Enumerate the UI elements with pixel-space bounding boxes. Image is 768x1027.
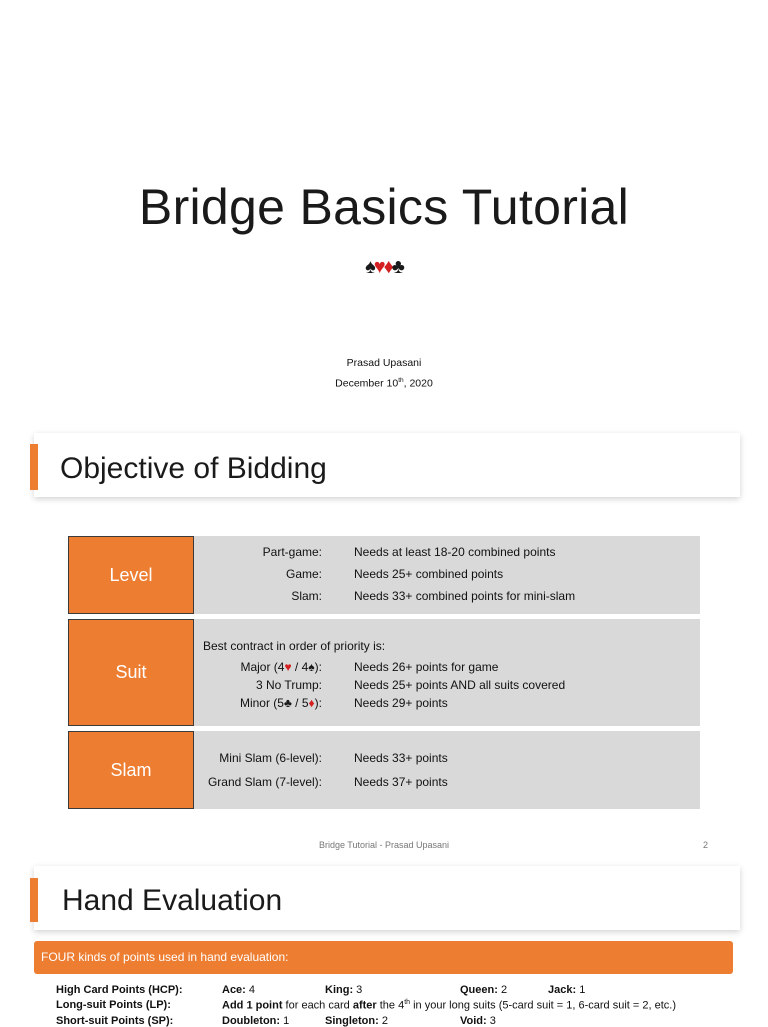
minor-value: Needs 29+ points <box>354 696 448 710</box>
notrump-value: Needs 25+ points AND all suits covered <box>354 678 566 692</box>
queen-points: Queen: 2 <box>460 984 508 996</box>
grand-slam-value: Needs 37+ points <box>354 775 448 789</box>
game-label: Game: <box>285 567 322 581</box>
tutorial-title: Bridge Basics Tutorial <box>138 179 630 235</box>
presentation-date: December 10th, 2020 <box>335 377 433 390</box>
accent-bar <box>30 444 38 490</box>
club-icon: ♣ <box>391 256 403 278</box>
suit-label: Suit <box>68 619 194 726</box>
notrump-label: 3 No Trump: <box>255 678 322 692</box>
minor-label: Minor (5♣ / 5♦): <box>239 696 322 710</box>
level-row <box>68 536 700 614</box>
sp-label: Short-suit Points (SP): <box>56 1015 174 1027</box>
part-game-value: Needs at least 18-20 combined points <box>354 545 556 559</box>
major-label: Major (4♥ / 4♠): <box>240 660 322 674</box>
singleton-points: Singleton: 2 <box>325 1015 388 1027</box>
suit-row <box>68 619 700 726</box>
slam-category-label: Slam <box>68 731 194 809</box>
king-points: King: 3 <box>325 984 363 996</box>
slam-label: Slam: <box>291 589 322 603</box>
part-game-label: Part-game: <box>262 545 322 559</box>
author-name: Prasad Upasani <box>346 357 422 369</box>
slide-title: Hand Evaluation <box>62 884 283 917</box>
diamond-icon: ♦ <box>308 696 315 710</box>
void-points: Void: 3 <box>460 1015 496 1027</box>
suit-symbols <box>0 256 768 279</box>
page-number: 2 <box>703 840 709 850</box>
spade-icon: ♠ <box>365 256 374 278</box>
spade-icon: ♠ <box>308 660 315 674</box>
accent-bar <box>30 878 38 922</box>
jack-points: Jack: 1 <box>548 984 586 996</box>
doubleton-points: Doubleton: 1 <box>222 1015 290 1027</box>
mini-slam-label: Mini Slam (6-level): <box>219 751 322 765</box>
game-value: Needs 25+ combined points <box>354 567 504 581</box>
slam-value: Needs 33+ combined points for mini-slam <box>354 589 576 603</box>
heart-icon: ♥ <box>284 660 292 674</box>
ace-points: Ace: 4 <box>222 984 256 996</box>
slide-title: Objective of Bidding <box>60 452 327 485</box>
club-icon: ♣ <box>283 696 292 710</box>
level-label: Level <box>68 536 194 614</box>
heart-icon: ♥ <box>373 256 384 278</box>
slam-row <box>68 731 700 809</box>
grand-slam-label: Grand Slam (7-level): <box>207 775 322 789</box>
suit-intro: Best contract in order of priority is: <box>203 639 386 653</box>
diamond-icon: ♦ <box>383 256 392 278</box>
slide-footer: Bridge Tutorial - Prasad Upasani <box>318 840 450 850</box>
hcp-label: High Card Points (HCP): <box>56 984 183 996</box>
lp-label: Long-suit Points (LP): <box>56 999 171 1011</box>
mini-slam-value: Needs 33+ points <box>354 751 448 765</box>
lp-rule: Add 1 point for each card after the 4th in your long suits (5-card suit = 1, 6-card suit = 2, etc.) <box>222 999 676 1012</box>
major-value: Needs 26+ points for game <box>354 660 499 674</box>
banner-text: FOUR kinds of points used in hand evaluation: <box>41 950 289 964</box>
